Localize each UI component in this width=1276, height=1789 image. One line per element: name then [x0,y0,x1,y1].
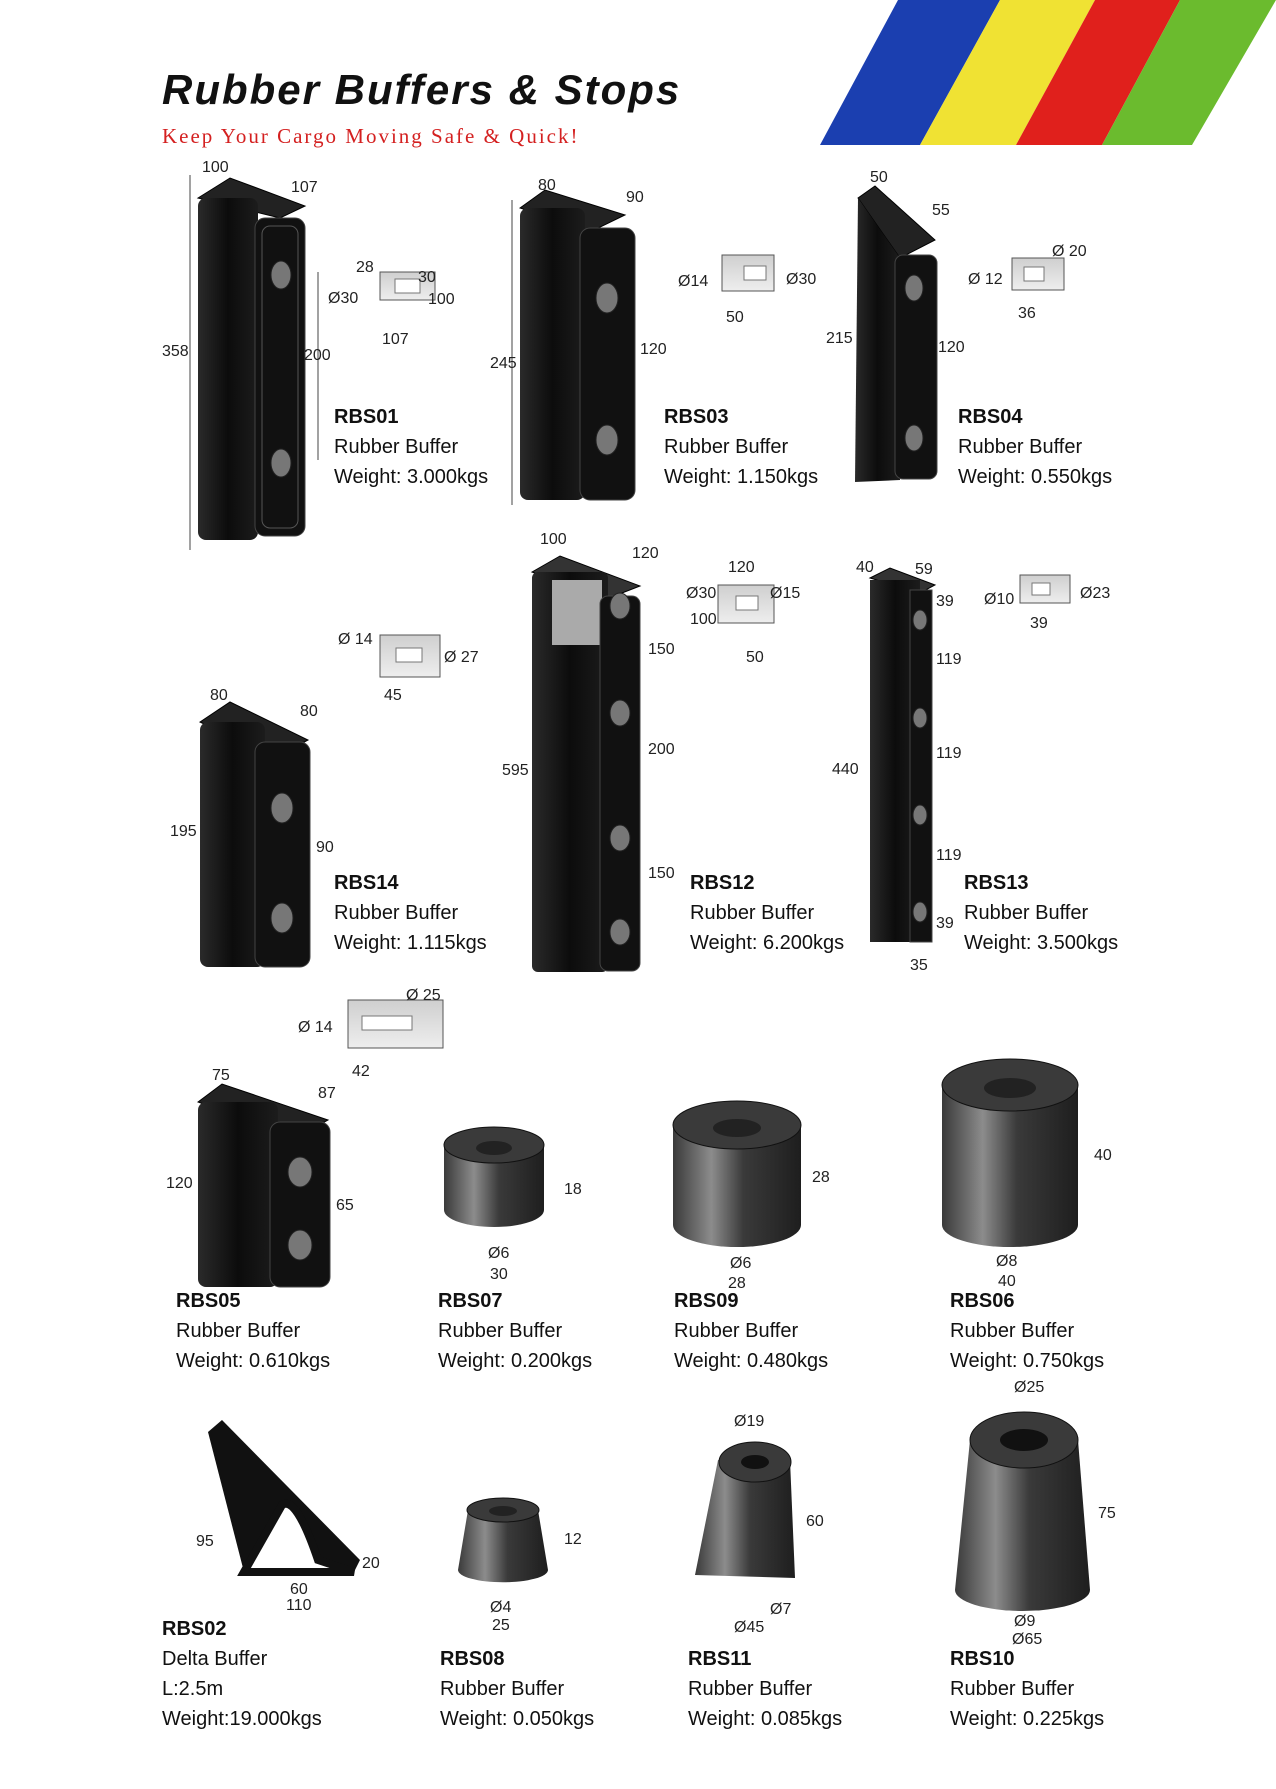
rbs04-dim-4: Ø 20 [1052,243,1087,260]
rbs01-dim-0: 100 [202,159,229,176]
rbs07-dim-2: 30 [490,1266,508,1283]
product-code: RBS10 [950,1648,1015,1670]
product-weight: Weight: 0.200kgs [438,1350,593,1372]
rbs09-dim-0: 28 [812,1169,830,1186]
rbs14-dim-6: 45 [384,687,402,704]
product-code: RBS06 [950,1290,1015,1312]
product-name: Rubber Buffer [950,1320,1075,1342]
rbs14-dim-5: Ø 27 [444,649,479,666]
product-weight: Weight: 0.550kgs [958,466,1113,488]
rbs13-dim-9: Ø10 [984,591,1015,608]
product-rbs08 [440,1644,594,1734]
product-name: Rubber Buffer [664,436,789,458]
rbs13-dim-3: 119 [936,651,962,668]
product-weight: Weight: 1.115kgs [334,932,487,954]
rbs09-dim-1: Ø6 [730,1255,752,1272]
rbs01-dim-5: 30 [418,269,436,286]
rbs04-dim-5: Ø 12 [968,271,1003,288]
rbs02-drawing [196,1420,380,1614]
rbs08-drawing [458,1498,582,1634]
rbs03-dim-1: 90 [626,189,644,206]
product-code: RBS02 [162,1618,227,1640]
page-title: Rubber Buffers & Stops [162,66,682,113]
page-subtitle: Keep Your Cargo Moving Safe & Quick! [162,124,580,148]
rbs04-dim-3: 120 [938,339,965,356]
rbs11-dim-3: Ø45 [734,1619,765,1636]
product-rbs12 [690,868,844,958]
rbs05-dim-2: 120 [166,1175,193,1192]
rbs02-dim-2: 60 [290,1581,308,1598]
rbs08-dim-1: Ø4 [490,1599,512,1616]
rbs12-dim-5: 150 [648,865,675,882]
rbs11-drawing [695,1413,824,1636]
product-weight: Weight: 0.085kgs [688,1708,843,1730]
rbs13-dim-11: 39 [1030,615,1048,632]
rbs03-dim-2: 245 [490,355,517,372]
product-rbs14 [334,868,487,958]
product-rbs01 [334,402,488,492]
rbs01-dim-7: 100 [428,291,455,308]
rbs13-dim-6: 39 [936,915,954,932]
rbs12-dim-4: 200 [648,741,675,758]
rbs01-dim-6: Ø30 [328,290,359,307]
rbs05-dim-3: 65 [336,1197,354,1214]
rbs11-dim-0: Ø19 [734,1413,765,1430]
rbs08-dim-0: 12 [564,1531,582,1548]
rbs03-dim-4: Ø14 [678,273,709,290]
product-name: Rubber Buffer [674,1320,799,1342]
rbs03-dim-6: 50 [726,309,744,326]
rbs06-dim-1: Ø8 [996,1253,1018,1270]
product-length: L:2.5m [162,1678,224,1700]
rbs10-drawing [955,1379,1116,1648]
product-name: Rubber Buffer [688,1678,813,1700]
rbs12-dim-10: 50 [746,649,764,666]
rbs04-dim-1: 55 [932,202,950,219]
product-name: Rubber Buffer [958,436,1083,458]
rbs01-dim-1: 107 [291,179,318,196]
rbs06-dim-2: 40 [998,1273,1016,1290]
product-code: RBS14 [334,872,399,894]
rbs14-dim-2: 195 [170,823,197,840]
rbs03-dim-3: 120 [640,341,667,358]
rbs03-dim-0: 80 [538,177,556,194]
rbs11-dim-1: 60 [806,1513,824,1530]
rbs03-dim-5: Ø30 [786,271,817,288]
product-code: RBS08 [440,1648,505,1670]
product-name: Delta Buffer [162,1648,268,1670]
rbs05-dim-6: 42 [352,1063,370,1080]
rbs07-dim-1: Ø6 [488,1245,510,1262]
rbs14-dim-0: 80 [210,687,228,704]
product-rbs06 [950,1286,1104,1376]
product-rbs09 [674,1286,828,1376]
product-weight: Weight: 0.480kgs [674,1350,829,1372]
product-code: RBS09 [674,1290,739,1312]
rbs05-dim-4: Ø 25 [406,987,441,1004]
rbs13-dim-8: 35 [910,957,928,974]
product-rbs04 [958,402,1112,492]
product-name: Rubber Buffer [438,1320,563,1342]
rbs01-dim-8: 107 [382,331,409,348]
rbs14-dim-4: Ø 14 [338,631,373,648]
rbs04-dim-6: 36 [1018,305,1036,322]
product-rbs02 [162,1614,322,1734]
rbs13-dim-10: Ø23 [1080,585,1111,602]
rbs05-dim-1: 87 [318,1085,336,1102]
product-rbs05 [176,1286,330,1376]
product-name: Rubber Buffer [964,902,1089,924]
rbs12-dim-8: Ø15 [770,585,801,602]
rbs13-dim-7: 440 [832,761,859,778]
product-code: RBS13 [964,872,1029,894]
rbs12-dim-0: 100 [540,531,567,548]
rbs10-dim-3: Ø65 [1012,1631,1043,1648]
rbs01-dim-3: 200 [304,347,331,364]
product-weight: Weight: 3.500kgs [964,932,1119,954]
rbs11-dim-2: Ø7 [770,1601,792,1618]
product-rbs10 [950,1644,1104,1734]
product-weight: Weight: 0.225kgs [950,1708,1105,1730]
product-code: RBS04 [958,406,1023,428]
rbs09-dim-2: 28 [728,1275,746,1292]
product-name: Rubber Buffer [334,902,459,924]
rbs12-dim-6: 120 [728,559,755,576]
product-code: RBS05 [176,1290,241,1312]
rbs12-dim-2: 595 [502,762,529,779]
product-rbs13 [964,868,1118,958]
rbs13-dim-4: 119 [936,745,962,762]
rbs05-dim-0: 75 [212,1067,230,1084]
rbs08-dim-2: 25 [492,1617,510,1634]
rbs01-dim-4: 28 [356,259,374,276]
product-name: Rubber Buffer [176,1320,301,1342]
rbs10-dim-1: 75 [1098,1505,1116,1522]
rbs09-drawing [673,1101,830,1292]
product-weight: Weight: 0.750kgs [950,1350,1105,1372]
rbs12-dim-7: Ø30 [686,585,717,602]
rbs07-drawing [444,1127,582,1283]
product-rbs03 [664,402,818,492]
product-code: RBS07 [438,1290,503,1312]
rbs07-dim-0: 18 [564,1181,582,1198]
rbs13-dim-0: 40 [856,559,874,576]
rbs10-dim-2: Ø9 [1014,1613,1036,1630]
rbs10-dim-0: Ø25 [1014,1379,1045,1396]
product-weight: Weight: 1.150kgs [664,466,819,488]
product-weight: Weight:19.000kgs [162,1708,322,1730]
rbs13-dim-2: 39 [936,593,954,610]
product-code: RBS11 [688,1648,752,1670]
rbs13-dim-5: 119 [936,847,962,864]
product-name: Rubber Buffer [950,1678,1075,1700]
product-rbs07 [438,1286,592,1376]
rbs06-drawing [942,1059,1112,1290]
rbs05-drawing [166,987,443,1287]
product-code: RBS03 [664,406,729,428]
rbs12-dim-1: 120 [632,545,659,562]
rbs05-dim-5: Ø 14 [298,1019,333,1036]
rbs12-dim-9: 100 [690,611,717,628]
product-code: RBS01 [334,406,399,428]
rbs04-dim-2: 215 [826,330,853,347]
product-name: Rubber Buffer [690,902,815,924]
rbs02-dim-1: 20 [362,1555,380,1572]
product-weight: Weight: 6.200kgs [690,932,845,954]
rbs14-dim-1: 80 [300,703,318,720]
rbs02-dim-0: 95 [196,1533,214,1550]
rbs06-dim-0: 40 [1094,1147,1112,1164]
rbs02-dim-3: 110 [286,1597,312,1614]
rbs04-dim-0: 50 [870,169,888,186]
product-rbs11 [688,1644,842,1734]
product-code: RBS12 [690,872,755,894]
product-name: Rubber Buffer [440,1678,565,1700]
rbs01-dim-2: 358 [162,343,189,360]
product-weight: Weight: 0.610kgs [176,1350,331,1372]
rbs13-dim-1: 59 [915,561,933,578]
product-weight: Weight: 0.050kgs [440,1708,595,1730]
rbs12-dim-3: 150 [648,641,675,658]
rbs14-dim-3: 90 [316,839,334,856]
product-weight: Weight: 3.000kgs [334,466,489,488]
product-name: Rubber Buffer [334,436,459,458]
